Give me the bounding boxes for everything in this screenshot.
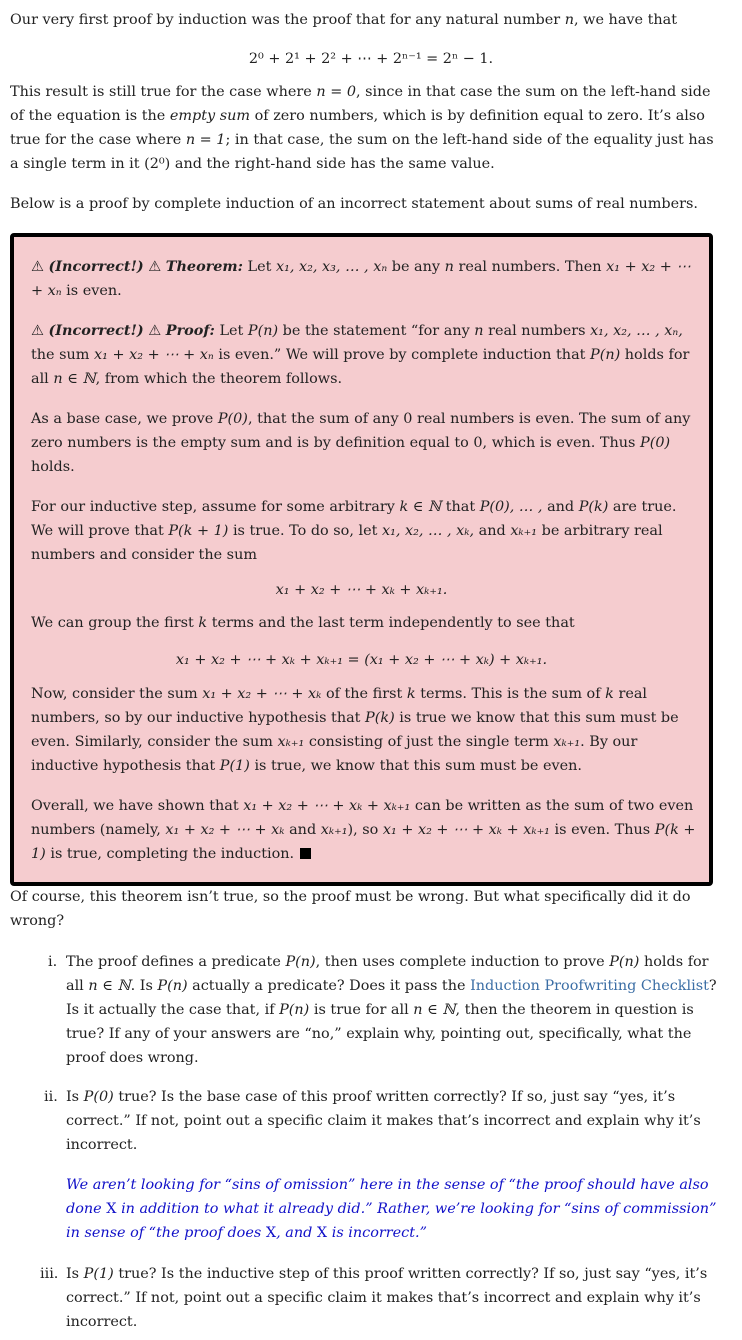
warning-icon: ⚠ [148,259,162,275]
sum-equation: x₁ + x₂ + ⋯ + xₖ + xₖ₊₁. [275,582,448,598]
question-text: The proof defines a predicate P(n), then uses complete induction to prove P(n) holds for all n ∈ ℕ. Is P(n) actually a predicate? Does it pass the Induction Proofwriting Checklist? Is it actually the case that, if P(n) is true for all n ∈ ℕ, then the theorem in question is true? If any of your answers are “no,” explain why, pointing out, specifically, what the proof does wrong. [66,954,717,1066]
list-marker: iii. [40,1266,59,1282]
intro-paragraph-3: Below is a proof by complete induction of an incorrect statement about sums of real numbers. [10,196,698,212]
proof-intro: ⚠ (Incorrect!) ⚠ Proof: Let P(n) be the statement “for any n real numbers x₁, x₂, … , xₙ, the sum x₁ + x₂ + ⋯ + xₙ is even.” We will prove by complete induction that P(n) holds for all n ∈ ℕ, from which the theorem follows. [31,322,690,387]
inductive-step-paragraph: For our inductive step, assume for some arbitrary k ∈ ℕ that P(0), … , and P(k) are true. We will prove that P(k + 1) is true. To do so, let x₁, x₂, … , xₖ, and xₖ₊₁ be arbitrary real numbers and consider the sum [31,499,677,563]
warning-icon: ⚠ [31,323,44,339]
intro-paragraph-2: This result is still true for the case where n = 0, since in that case the sum on the left-hand side of the equation is the empty sum of zero numbers, which is by definition equal to zero. It’s also true for the case where n = 1; in that case, the sum on the left-hand side of the equality just has a single term in it (2⁰) and the right-hand side has the same value. [10,84,714,172]
intro-paragraph-1: Our very first proof by induction was the proof that for any natural number n, we have that [10,12,678,28]
grouping-paragraph: We can group the first k terms and the last term independently to see that [31,615,575,631]
question-i [48,950,718,1070]
question-lead-in: Of course, this theorem isn’t true, so the proof must be wrong. But what specifically did it do wrong? [10,889,691,929]
warning-icon: ⚠ [31,259,44,275]
hypothesis-paragraph: Now, consider the sum x₁ + x₂ + ⋯ + xₖ of the first k terms. This is the sum of k real numbers, so by our inductive hypothesis that P(k) is true we know that this sum must be even. Similarly, consider the sum xₖ₊₁ consisting of just the single term xₖ₊₁. By our inductive hypothesis that P(1) is true, we know that this sum must be even. [31,686,679,774]
question-text: Is P(1) true? Is the inductive step of this proof written correctly? If so, just say “yes, it’s correct.” If not, point out a specific claim it makes that’s incorrect and explain why it’s incorrect. [66,1266,708,1330]
question-iii [40,1262,718,1334]
base-case-paragraph: As a base case, we prove P(0), that the sum of any 0 real numbers is even. The sum of any zero numbers is the empty sum and is by definition equal to 0, which is even. Thus P(0) holds. [31,411,691,475]
power-sum-equation: 2⁰ + 2¹ + 2² + ⋯ + 2ⁿ⁻¹ = 2ⁿ − 1. [248,51,494,67]
induction-checklist-link[interactable]: Induction Proofwriting Checklist [470,978,709,994]
conclusion-paragraph: Overall, we have shown that x₁ + x₂ + ⋯ + xₖ + xₖ₊₁ can be written as the sum of two even numbers (namely, x₁ + x₂ + ⋯ + xₖ and xₖ₊₁), so x₁ + x₂ + ⋯ + xₖ + xₖ₊₁ is even. Thus P(k + 1) is true, completing the induction. [31,798,696,862]
list-marker: ii. [44,1089,58,1105]
grading-note: We aren’t looking for “sins of omission” here in the sense of “the proof should have also done X in addition to what it already did.” Rather, we’re looking for “sins of commission” in sense of “the proof does X, and X is incorrect.” [66,1177,717,1241]
grouping-equation: x₁ + x₂ + ⋯ + xₖ + xₖ₊₁ = (x₁ + x₂ + ⋯ + xₖ) + xₖ₊₁. [175,652,548,668]
qed-square [300,848,311,859]
incorrect-proof-box [10,233,713,886]
theorem-statement: ⚠ (Incorrect!) ⚠ Theorem: Let x₁, x₂, x₃, … , xₙ be any n real numbers. Then x₁ + x₂ + ⋯ + xₙ is even. [31,258,691,299]
list-marker: i. [48,954,58,970]
question-ii [44,1085,718,1157]
question-text: Is P(0) true? Is the base case of this proof written correctly? If so, just say “yes, it’s correct.” If not, point out a specific claim it makes that’s incorrect and explain why it’s incorrect. [66,1089,701,1153]
empty-sum-term: empty sum [169,108,251,124]
warning-icon: ⚠ [148,323,162,339]
